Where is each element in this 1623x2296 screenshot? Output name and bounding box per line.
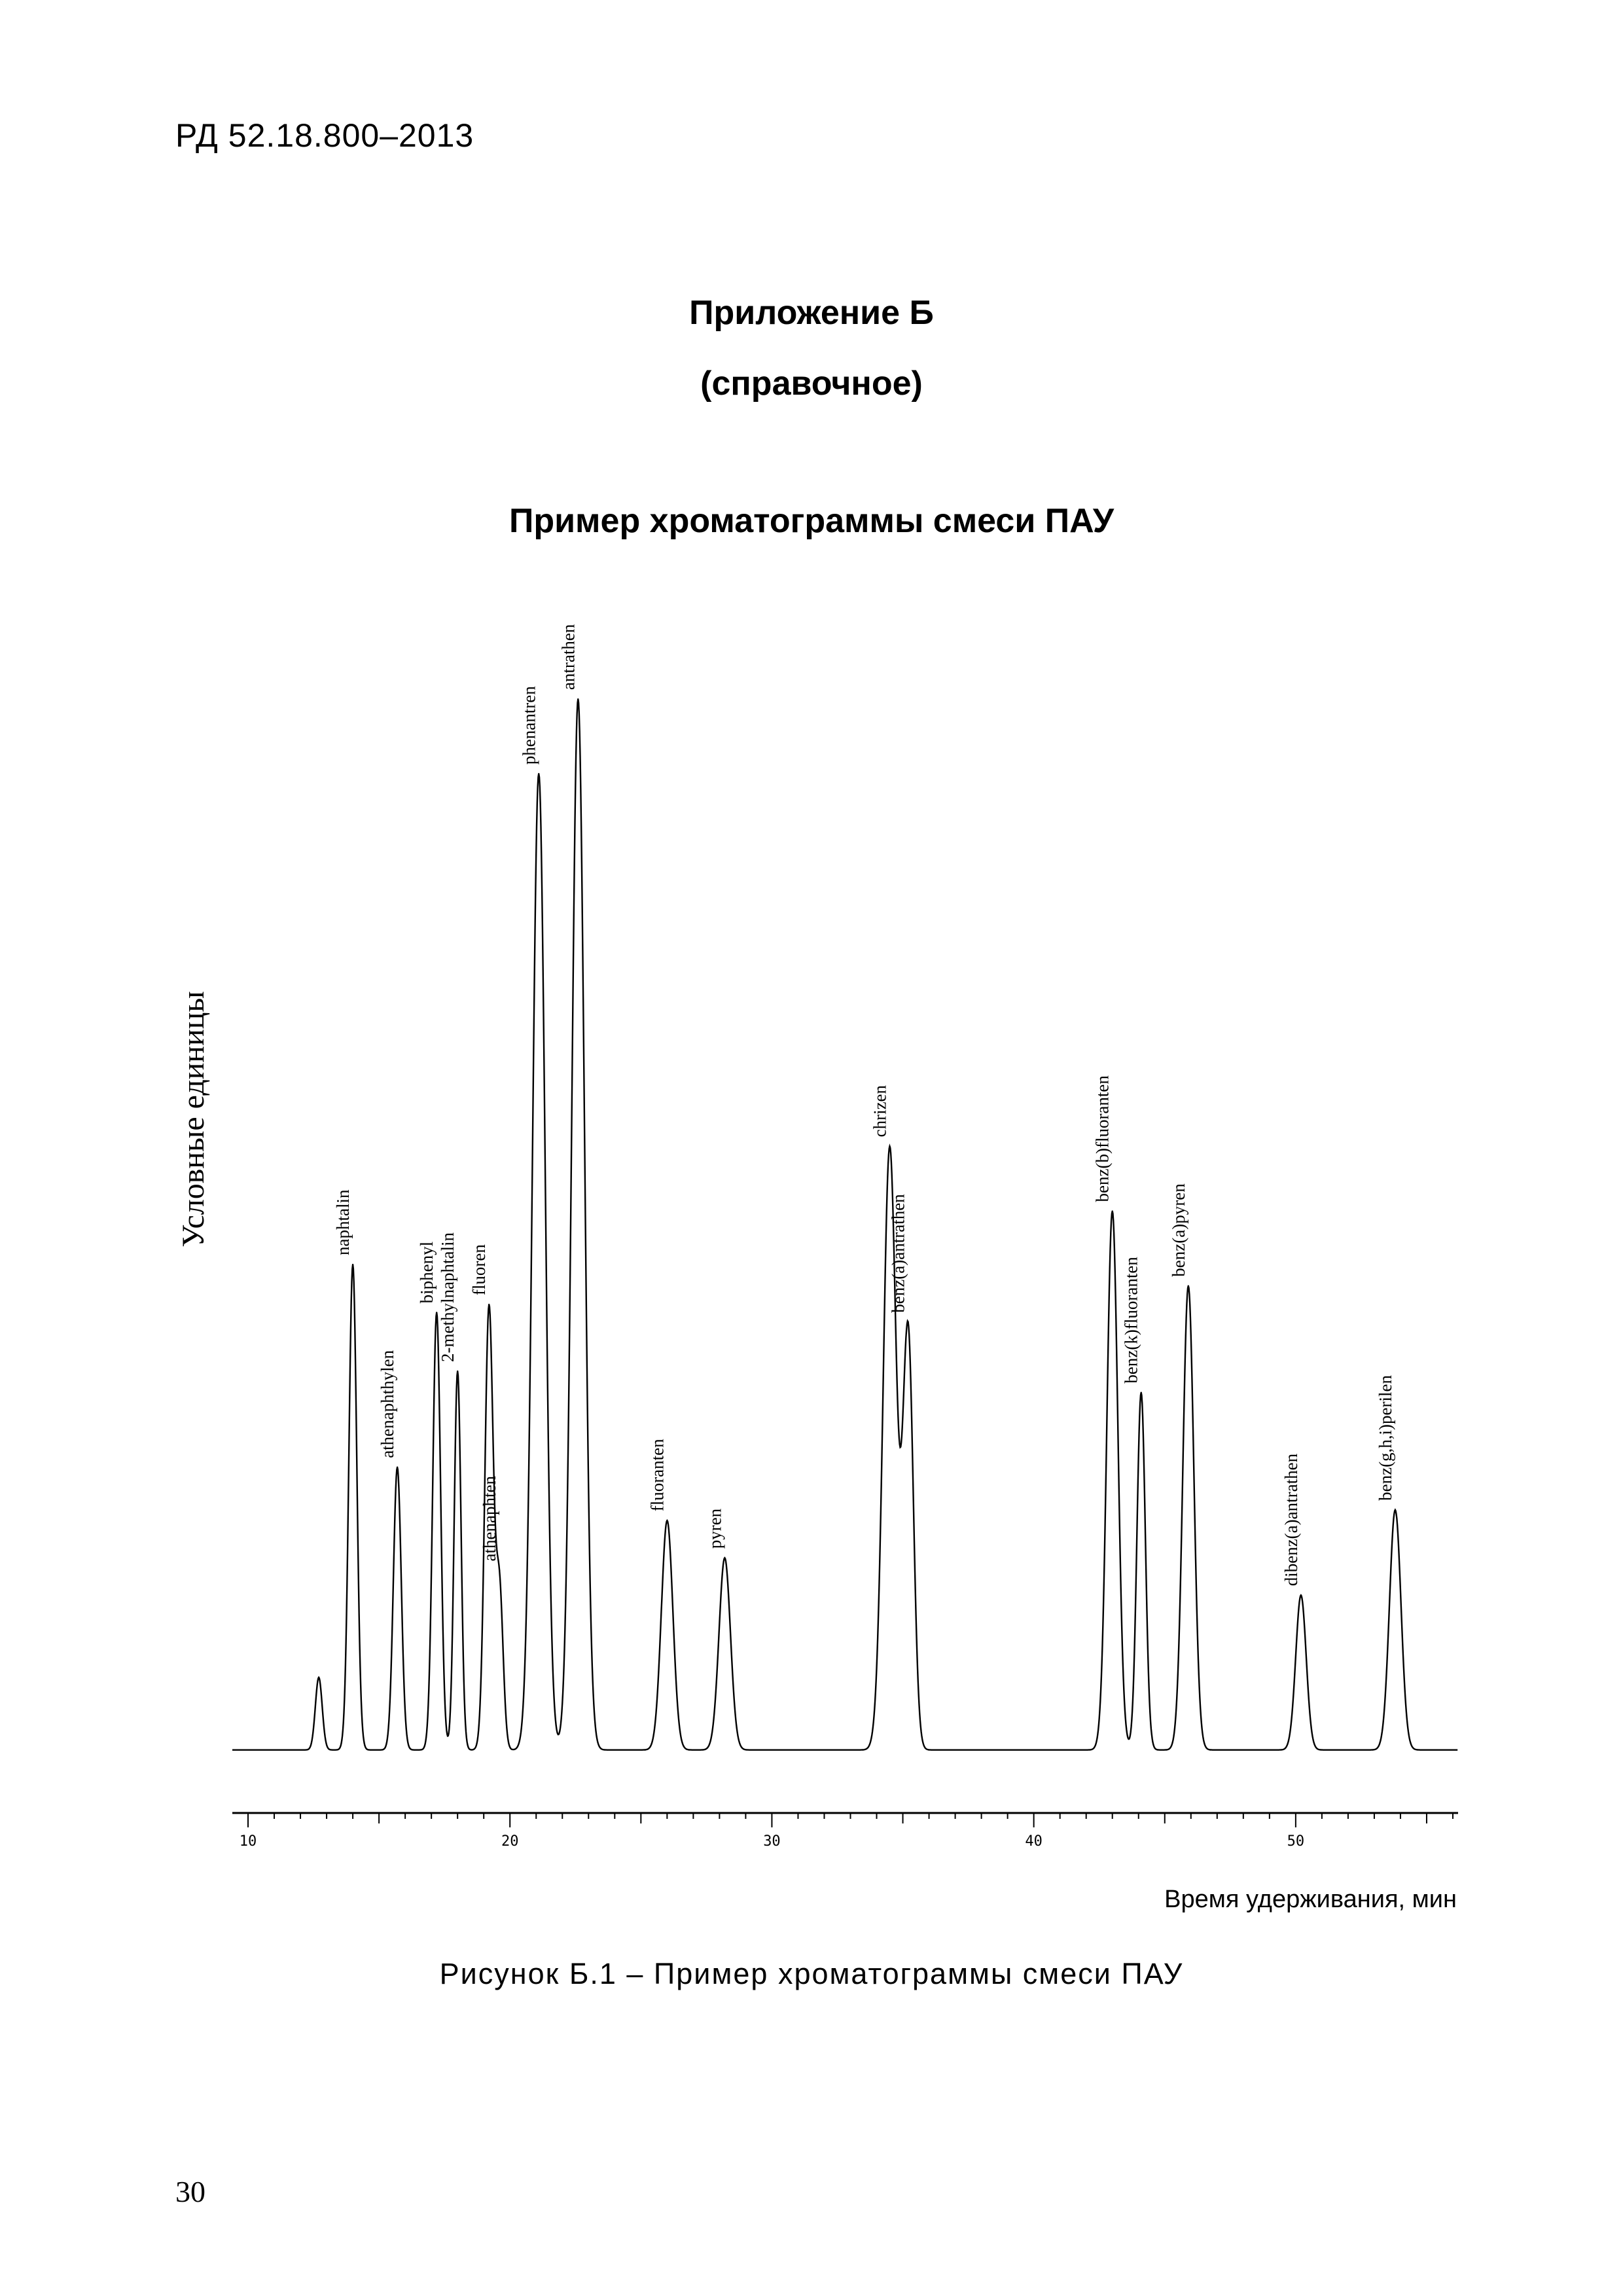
- x-tick-label: 30: [763, 1833, 781, 1850]
- appendix-heading: Пример хроматограммы смеси ПАУ: [508, 502, 1115, 540]
- peak-point: [538, 773, 539, 774]
- x-tick-label: 40: [1025, 1833, 1043, 1850]
- chromatogram-trace: [232, 699, 1457, 1750]
- peak-label: fluoren: [469, 1244, 490, 1296]
- peak-label: athenaphten: [480, 1476, 500, 1562]
- peak-label: fluoranten: [647, 1439, 668, 1512]
- x-axis-ticks: [240, 1813, 1453, 1850]
- appendix-subtitle: (справочное): [700, 365, 923, 403]
- x-tick-label: 10: [239, 1833, 257, 1850]
- peak-label: 2-methylnaphtalin: [438, 1232, 458, 1362]
- x-axis-label: Время удерживания, мин: [1164, 1886, 1457, 1913]
- appendix-title: Приложение Б: [689, 294, 934, 332]
- peak-point: [889, 1145, 890, 1147]
- y-axis-label: Условные единицы: [176, 991, 211, 1247]
- peak-label: benz(a)antrathen: [888, 1194, 908, 1313]
- peak-point: [318, 1677, 319, 1678]
- peak-label: athenaphthylen: [378, 1350, 398, 1458]
- peak-point: [577, 698, 579, 700]
- peak-label: biphenyl: [417, 1241, 437, 1304]
- peak-point: [1300, 1594, 1302, 1596]
- peak-point: [436, 1312, 437, 1313]
- peak-point: [724, 1557, 725, 1558]
- peak-label: naphtalin: [333, 1189, 353, 1255]
- peak-point: [488, 1304, 490, 1305]
- peak-point: [352, 1264, 353, 1265]
- peak-label: benz(g,h,i)perilen: [1375, 1374, 1395, 1501]
- peak-point: [907, 1321, 908, 1323]
- peak-point: [666, 1520, 668, 1521]
- peak-point: [1188, 1285, 1189, 1286]
- peak-label: chrizen: [870, 1085, 890, 1138]
- peak-label: pyren: [705, 1508, 725, 1549]
- peak-point: [457, 1371, 458, 1372]
- peak-label: benz(a)pyren: [1168, 1183, 1188, 1277]
- peak-label: antrathen: [558, 624, 579, 691]
- peak-point: [397, 1467, 398, 1468]
- peak-point: [499, 1570, 500, 1571]
- page-number: 30: [175, 2175, 205, 2208]
- peak-label: dibenz(a)antrathen: [1281, 1453, 1301, 1587]
- x-tick-label: 20: [501, 1833, 519, 1850]
- peak-point: [1395, 1509, 1396, 1511]
- peak-point: [1141, 1391, 1142, 1393]
- peak-label: phenantren: [519, 686, 539, 765]
- peak-label: benz(b)fluoranten: [1092, 1075, 1113, 1202]
- x-tick-label: 50: [1287, 1833, 1305, 1850]
- figure-caption: Рисунок Б.1 – Пример хроматограммы смеси ПАУ: [439, 1957, 1184, 1990]
- peak-point: [1112, 1210, 1113, 1211]
- peak-label: benz(k)fluoranten: [1121, 1257, 1141, 1384]
- document-code: РД 52.18.800–2013: [175, 117, 474, 154]
